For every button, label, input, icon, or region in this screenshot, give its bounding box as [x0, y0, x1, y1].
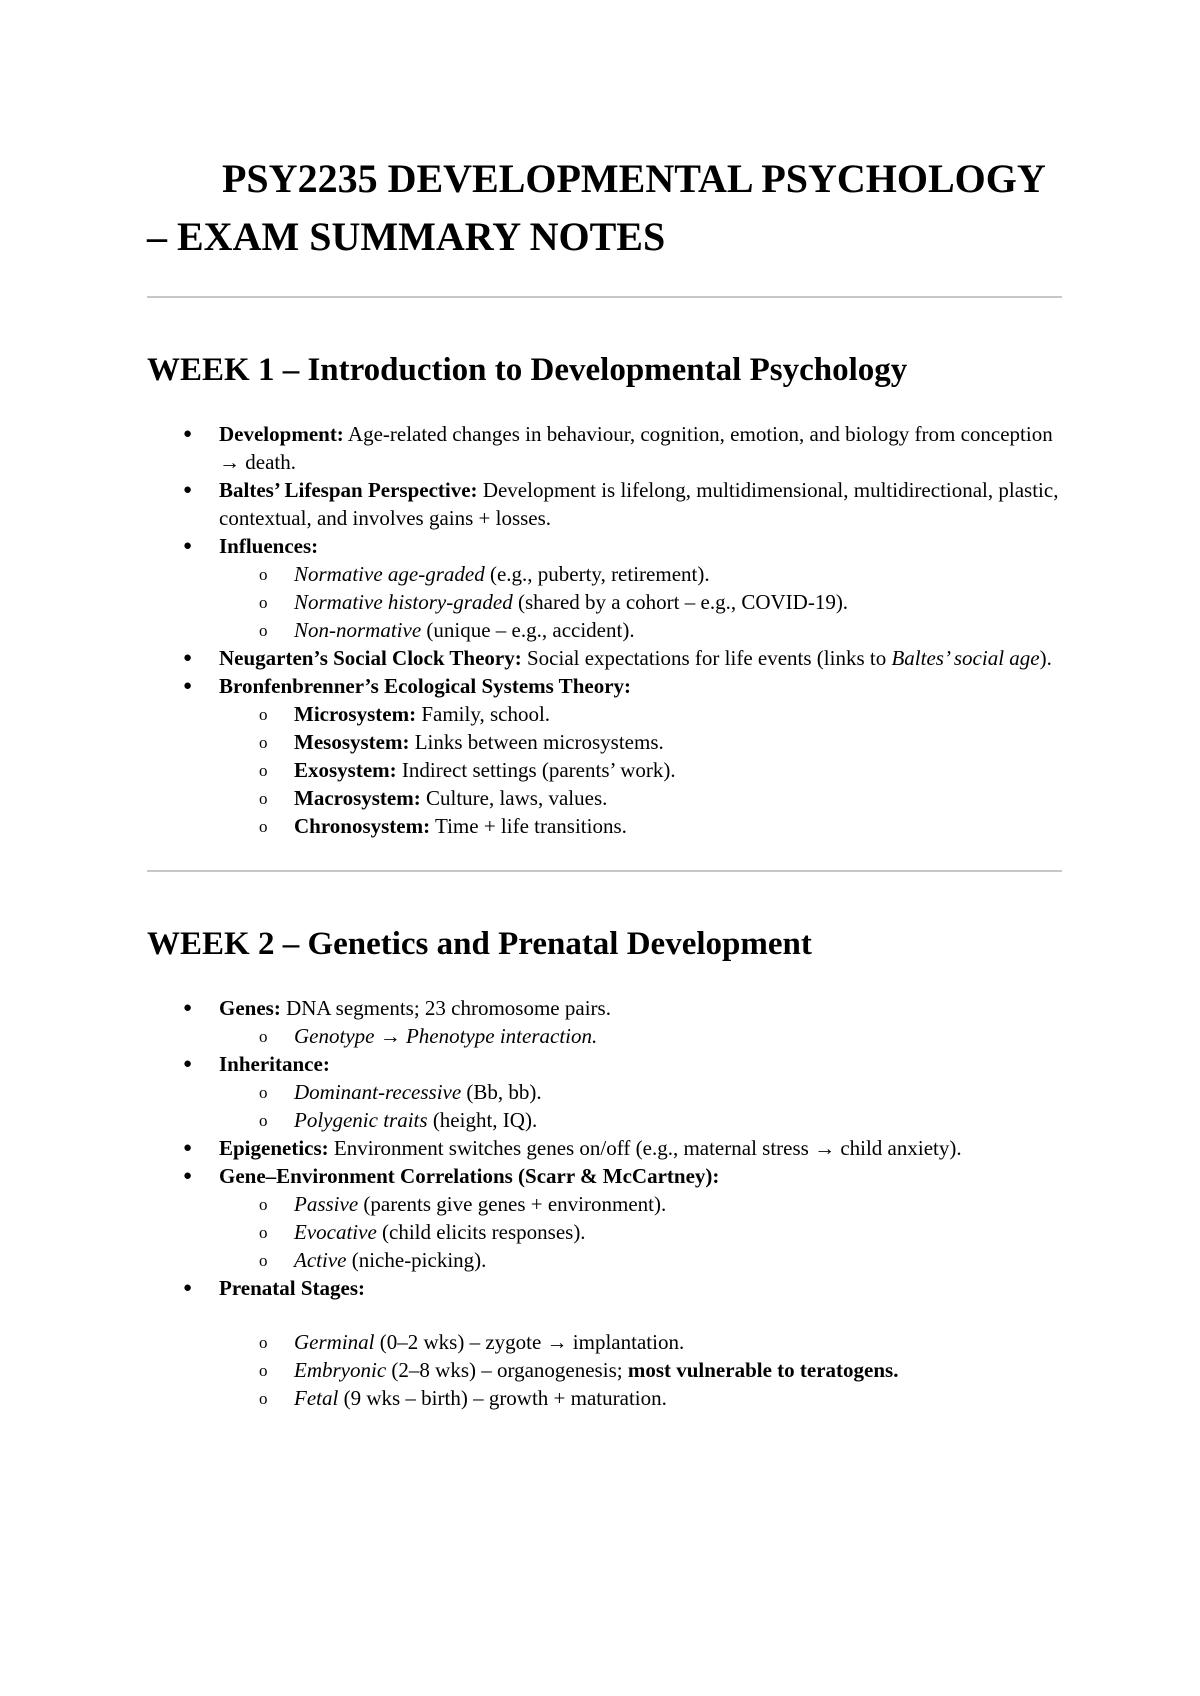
term-text: (height, IQ). [427, 1108, 538, 1132]
term-text: Family, school. [416, 702, 551, 726]
term-text: Culture, laws, values. [420, 786, 608, 810]
circle-bullet-icon: o [259, 733, 268, 752]
circle-bullet-icon: o [259, 621, 268, 640]
term-text: (0–2 wks) – zygote → implantation. [374, 1330, 685, 1354]
list-item [147, 994, 1062, 1050]
sublist [219, 560, 1062, 644]
italic-term: Evocative [294, 1220, 377, 1244]
term-text: (shared by a cohort – e.g., COVID-19). [512, 590, 849, 614]
bullet-icon: ● [183, 538, 193, 554]
circle-bullet-icon: o [259, 1027, 268, 1046]
sublist-item [147, 784, 1062, 812]
sublist [219, 1022, 1062, 1050]
term-text: ). [1039, 646, 1052, 670]
list-item [147, 644, 1062, 672]
bullet-icon: ● [183, 426, 193, 442]
circle-bullet-icon: o [259, 817, 268, 836]
term-text: (unique – e.g., accident). [421, 618, 635, 642]
term-label: Neugarten’s Social Clock Theory: [219, 646, 522, 670]
bold-term: Microsystem: [294, 702, 417, 726]
term-text: DNA segments; 23 chromosome pairs. [280, 996, 611, 1020]
italic-term: Passive [294, 1192, 359, 1216]
circle-bullet-icon: o [259, 1251, 268, 1270]
term-text: (e.g., puberty, retirement). [484, 562, 710, 586]
term-text: Links between microsystems. [409, 730, 664, 754]
italic-term: Active [294, 1248, 347, 1272]
week1-heading: WEEK 1 – Introduction to Developmental Psychology [147, 352, 908, 388]
list-item [147, 476, 1062, 532]
sublist-item [147, 812, 1062, 840]
week2-heading: WEEK 2 – Genetics and Prenatal Development [147, 926, 812, 962]
italic-term: Polygenic traits [294, 1108, 428, 1132]
sublist [219, 1328, 1062, 1412]
term-label: Bronfenbrenner’s Ecological Systems Theory: [219, 674, 632, 698]
sublist-item [147, 1328, 1062, 1356]
list-item [147, 532, 1062, 644]
bullet-icon: ● [183, 1056, 193, 1072]
week1-list [147, 420, 1062, 840]
bullet-icon: ● [183, 1140, 193, 1156]
list-item [147, 1274, 1062, 1412]
sublist-item [147, 1246, 1062, 1274]
bold-emphasis: most vulnerable to teratogens. [627, 1358, 899, 1382]
term-text: Development is lifelong, multidimensional, multidirectional, plastic, contextual, and involves gains + losses. [219, 478, 1059, 530]
circle-bullet-icon: o [259, 705, 268, 724]
term-text: Time + life transitions. [430, 814, 627, 838]
sublist-item [147, 1022, 1062, 1050]
sublist-item [147, 700, 1062, 728]
circle-bullet-icon: o [259, 1389, 268, 1408]
list-item [147, 1050, 1062, 1134]
term-label: Genes: [219, 996, 281, 1020]
italic-term: Dominant-recessive [294, 1080, 462, 1104]
circle-bullet-icon: o [259, 789, 268, 808]
sublist-item [147, 1078, 1062, 1106]
term-text: (niche-picking). [346, 1248, 487, 1272]
circle-bullet-icon: o [259, 565, 268, 584]
circle-bullet-icon: o [259, 1361, 268, 1380]
bold-term: Exosystem: [294, 758, 397, 782]
term-label: Inheritance: [219, 1052, 330, 1076]
term-text: Environment switches genes on/off (e.g., maternal stress → child anxiety). [328, 1136, 962, 1160]
term-label: Epigenetics: [219, 1136, 329, 1160]
term-label: Development: [219, 422, 344, 446]
circle-bullet-icon: o [259, 1223, 268, 1242]
term-label: Gene–Environment Correlations (Scarr & McCartney): [219, 1164, 720, 1188]
sublist-item [147, 728, 1062, 756]
sublist [219, 1078, 1062, 1134]
bullet-icon: ● [183, 1000, 193, 1016]
document-title: PSY2235 DEVELOPMENTAL PSYCHOLOGY – EXAM SUMMARY NOTES [147, 156, 1045, 259]
list-item [147, 420, 1062, 476]
sublist [219, 700, 1062, 840]
term-text: Indirect settings (parents’ work). [396, 758, 676, 782]
italic-term: Baltes’ social age [891, 646, 1040, 670]
bold-term: Macrosystem: [294, 786, 421, 810]
italic-term: Germinal [294, 1330, 375, 1354]
bullet-icon: ● [183, 482, 193, 498]
bullet-icon: ● [183, 1168, 193, 1184]
term-text: (Bb, bb). [461, 1080, 542, 1104]
term-text: (child elicits responses). [376, 1220, 586, 1244]
bold-term: Chronosystem: [294, 814, 431, 838]
sublist-item [147, 588, 1062, 616]
sublist-item [147, 1218, 1062, 1246]
italic-term: Genotype → Phenotype interaction. [294, 1024, 598, 1048]
italic-term: Normative age-graded [294, 562, 485, 586]
term-label: Influences: [219, 534, 319, 558]
term-label: Baltes’ Lifespan Perspective: [219, 478, 478, 502]
bullet-icon: ● [183, 650, 193, 666]
term-text: Age-related changes in behaviour, cognition, emotion, and biology from conception → death. [219, 422, 1053, 474]
bullet-icon: ● [183, 678, 193, 694]
list-item [147, 1134, 1062, 1162]
circle-bullet-icon: o [259, 1111, 268, 1130]
term-label: Prenatal Stages: [219, 1276, 366, 1300]
sublist-item [147, 560, 1062, 588]
term-text: (parents give genes + environment). [358, 1192, 667, 1216]
circle-bullet-icon: o [259, 1333, 268, 1352]
italic-term: Embryonic [294, 1358, 387, 1382]
sublist-item [147, 1356, 1062, 1384]
sublist-item [147, 1106, 1062, 1134]
bold-term: Mesosystem: [294, 730, 410, 754]
circle-bullet-icon: o [259, 1195, 268, 1214]
document-page [147, 150, 1062, 1412]
list-item [147, 672, 1062, 840]
circle-bullet-icon: o [259, 761, 268, 780]
italic-term: Non-normative [294, 618, 422, 642]
italic-term: Fetal [294, 1386, 339, 1410]
term-text: Social expectations for life events (links to [521, 646, 892, 670]
week2-list [147, 994, 1062, 1412]
italic-term: Normative history-graded [294, 590, 513, 614]
sublist-item [147, 756, 1062, 784]
sublist-item [147, 1384, 1062, 1412]
sublist [219, 1190, 1062, 1274]
circle-bullet-icon: o [259, 1083, 268, 1102]
bullet-icon: ● [183, 1280, 193, 1296]
term-text: (9 wks – birth) – growth + maturation. [338, 1386, 667, 1410]
sublist-item [147, 1190, 1062, 1218]
sublist-item [147, 616, 1062, 644]
blank-line [219, 1302, 1062, 1328]
circle-bullet-icon: o [259, 593, 268, 612]
term-text: (2–8 wks) – organogenesis; [386, 1358, 628, 1382]
list-item [147, 1162, 1062, 1274]
